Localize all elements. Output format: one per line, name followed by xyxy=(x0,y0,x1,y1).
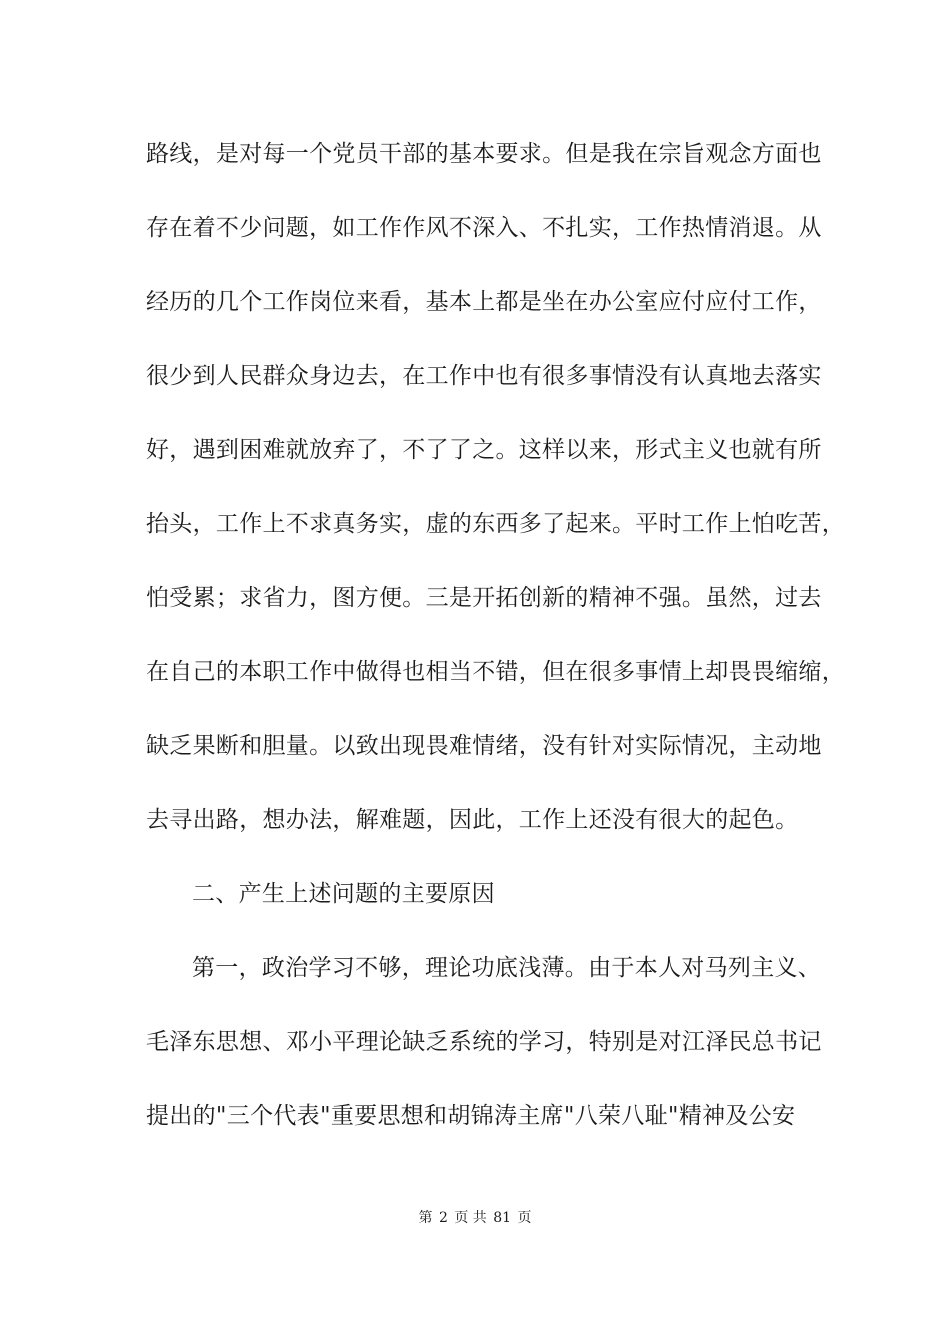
text-line: 提出的"三个代表"重要思想和胡锦涛主席"八荣八耻"精神及公安 xyxy=(146,1103,796,1129)
text-line: 第一，政治学习不够，理论功底浅薄。由于本人对马列主义、 xyxy=(192,955,822,981)
current-page-number: 2 xyxy=(438,1210,448,1226)
text-line: 经历的几个工作岗位来看，基本上都是坐在办公室应付应付工作， xyxy=(146,289,822,315)
page-footer xyxy=(0,1208,950,1228)
footer-prefix: 第 xyxy=(418,1210,433,1226)
text-line: 缺乏果断和胆量。以致出现畏难情绪，没有针对实际情况，主动地 xyxy=(146,733,822,759)
text-line: 很少到人民群众身边去，在工作中也有很多事情没有认真地去落实 xyxy=(146,363,822,389)
body-text xyxy=(146,132,845,1168)
text-line: 毛泽东思想、邓小平理论缺乏系统的学习，特别是对江泽民总书记 xyxy=(146,1029,822,1055)
text-line: 怕受累；求省力，图方便。三是开拓创新的精神不强。虽然，过去 xyxy=(146,585,822,611)
footer-middle: 页 共 xyxy=(454,1210,487,1226)
text-line: 去寻出路，想办法，解难题，因此，工作上还没有很大的起色。 xyxy=(146,807,799,833)
text-line: 好，遇到困难就放弃了，不了了之。这样以来，形式主义也就有所 xyxy=(146,437,822,463)
text-line: 存在着不少问题，如工作作风不深入、不扎实，工作热情消退。从 xyxy=(146,215,822,241)
text-line: 路线，是对每一个党员干部的基本要求。但是我在宗旨观念方面也 xyxy=(146,141,822,167)
total-page-count: 81 xyxy=(493,1210,512,1226)
text-line: 在自己的本职工作中做得也相当不错，但在很多事情上却畏畏缩缩， xyxy=(146,659,845,685)
footer-suffix: 页 xyxy=(517,1210,532,1226)
section-heading: 二、产生上述问题的主要原因 xyxy=(192,881,495,907)
text-line: 抬头，工作上不求真务实，虚的东西多了起来。平时工作上怕吃苦， xyxy=(146,511,845,537)
